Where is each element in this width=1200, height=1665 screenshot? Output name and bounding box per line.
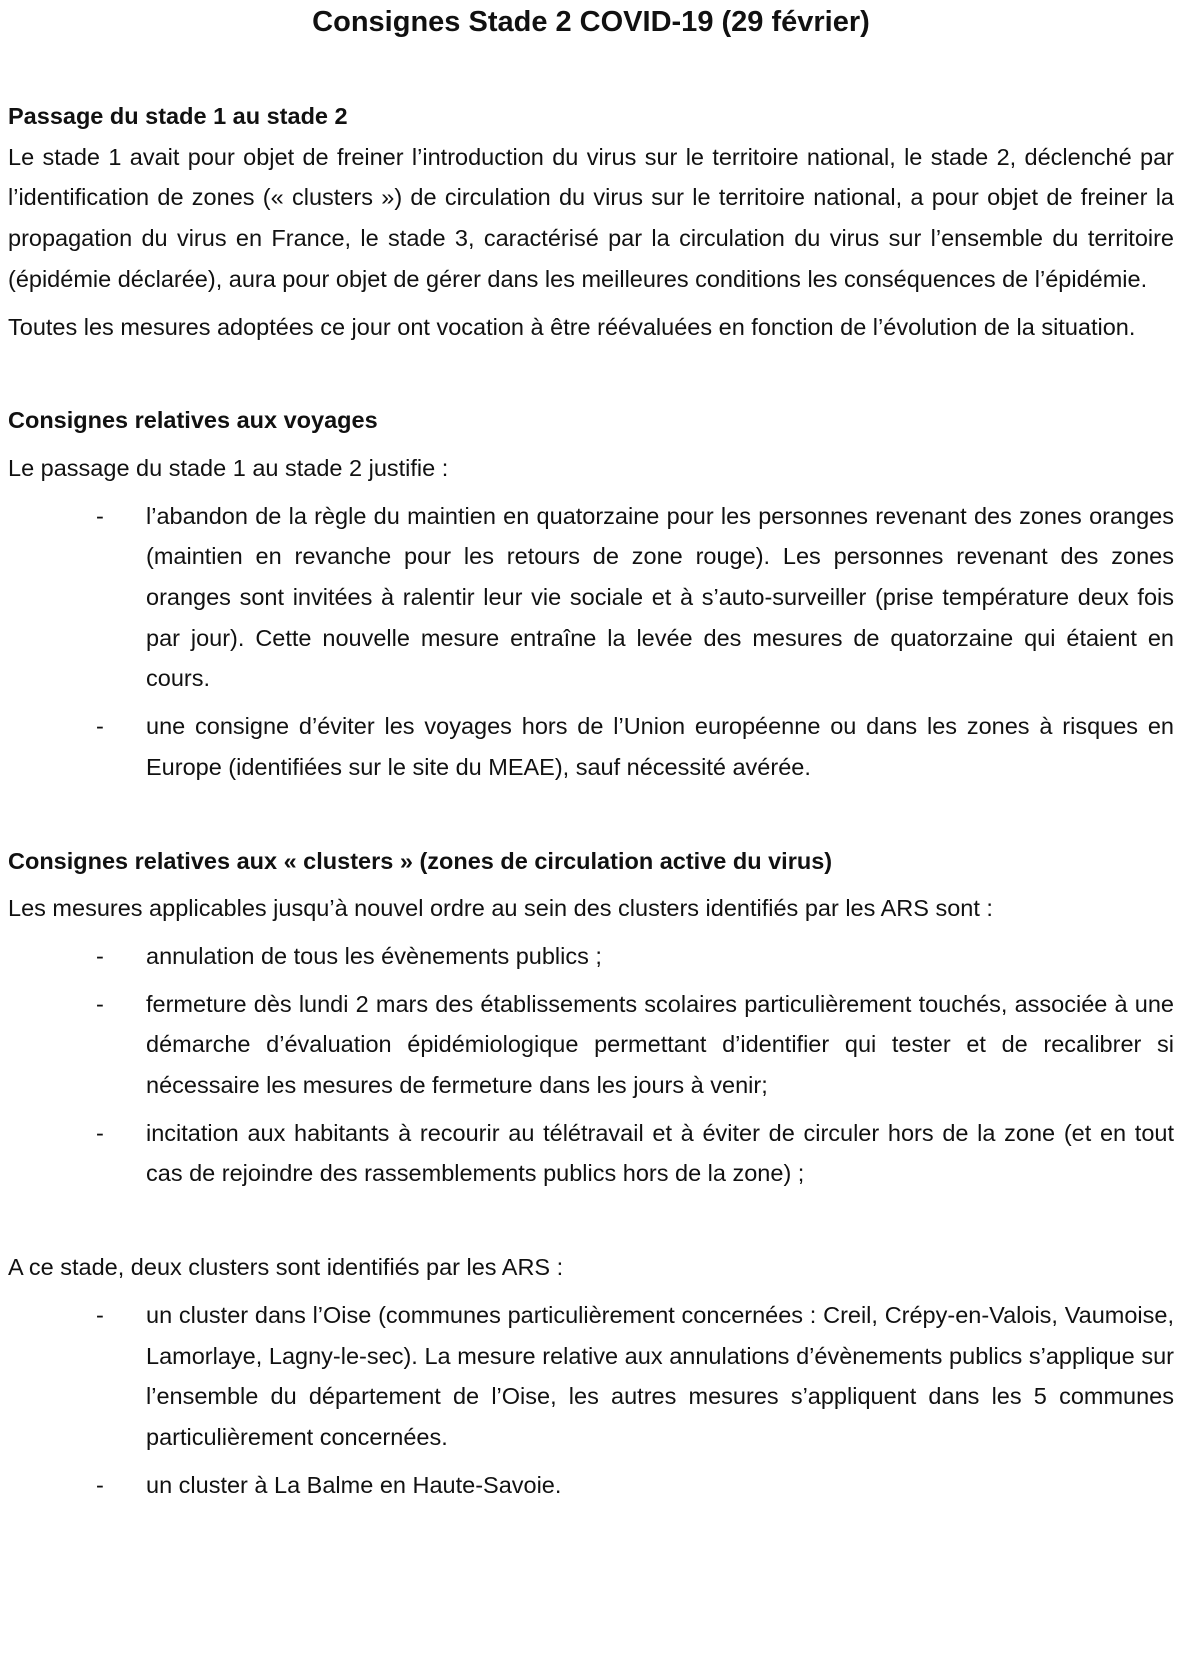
list-item [8, 1113, 1174, 1194]
list-dash: - [96, 713, 104, 740]
stage-transition-paragraph: Le stade 1 avait pour objet de freiner l’introduction du virus sur le territoire national, le stade 2, déclenché par l’identification de zones (« clusters ») de circulation du virus sur le territoire national, a pour objet de freiner la propagation du virus en France, le stade 3, caractérisé par la circulation du virus sur l’ensemble du territoire (épidémie déclarée), aura pour objet de gérer dans les meilleures conditions les conséquences de l’épidémie. [8, 143, 1174, 292]
list-item-text: un cluster dans l’Oise (communes particulièrement concernées : Creil, Crépy-en-Valois, Vaumoise, Lamorlaye, Lagny-le-sec). La mesure relative aux annulations d’évènements publics s’applique sur l’ensemble du département de l’Oise, les autres mesures s’appliquent dans les 5 communes particulièrement concernées. [146, 1301, 1174, 1450]
identified-clusters-list [8, 1295, 1174, 1506]
list-dash: - [96, 1301, 104, 1328]
list-item [8, 1465, 1174, 1506]
section-heading-travel: Consignes relatives aux voyages [8, 407, 378, 434]
travel-measures-list [8, 496, 1174, 788]
list-dash: - [96, 990, 104, 1017]
section-heading-clusters: Consignes relatives aux « clusters » (zones de circulation active du virus) [8, 847, 833, 874]
identified-clusters-intro: A ce stade, deux clusters sont identifiés par les ARS : [8, 1254, 564, 1281]
measures-reevaluation-paragraph: Toutes les mesures adoptées ce jour ont vocation à être réévaluées en fonction de l’évolution de la situation. [8, 313, 1136, 340]
list-item [8, 1295, 1174, 1458]
list-item-text: incitation aux habitants à recourir au télétravail et à éviter de circuler hors de la zone (et en tout cas de rejoindre des rassemblements publics hors de la zone) ; [146, 1119, 1174, 1187]
list-dash: - [96, 1471, 104, 1498]
document-title: Consignes Stade 2 COVID-19 (29 février) [312, 6, 870, 38]
list-item [8, 496, 1174, 700]
section-heading-stage-transition: Passage du stade 1 au stade 2 [8, 103, 348, 129]
section-clusters [8, 841, 1174, 1195]
travel-intro: Le passage du stade 1 au stade 2 justifie : [8, 454, 449, 481]
section-identified-clusters [8, 1247, 1174, 1505]
list-item-text: une consigne d’éviter les voyages hors de l’Union européenne ou dans les zones à risques en Europe (identifiées sur le site du MEAE), sauf nécessité avérée. [146, 713, 1174, 780]
list-dash: - [96, 1119, 104, 1146]
list-item-text: l’abandon de la règle du maintien en quatorzaine pour les personnes revenant des zones oranges (maintien en revanche pour les retours de zone rouge). Les personnes revenant des zones oranges sont invitées à ralentir leur vie sociale et à s’auto-surveiller (prise température deux fois par jour). Cette nouvelle mesure entraîne la levée des mesures de quatorzaine qui étaient en cours. [146, 502, 1174, 692]
list-item [8, 984, 1174, 1106]
list-item-text: fermeture dès lundi 2 mars des établissements scolaires particulièrement touchés, associée à une démarche d’évaluation épidémiologique permettant d’identifier qui tester et de recalibrer si nécessaire les mesures de fermeture dans les jours à venir; [146, 990, 1174, 1099]
clusters-intro: Les mesures applicables jusqu’à nouvel ordre au sein des clusters identifiés par les ARS sont : [8, 895, 993, 922]
list-item-text: annulation de tous les évènements publics ; [146, 942, 602, 969]
list-dash: - [96, 502, 104, 529]
list-item [8, 936, 1174, 977]
section-travel [8, 400, 1174, 787]
section-stage-transition [8, 96, 1174, 347]
cluster-measures-list [8, 936, 1174, 1194]
list-item [8, 706, 1174, 787]
list-item-text: un cluster à La Balme en Haute-Savoie. [146, 1471, 562, 1498]
list-dash: - [96, 942, 104, 969]
